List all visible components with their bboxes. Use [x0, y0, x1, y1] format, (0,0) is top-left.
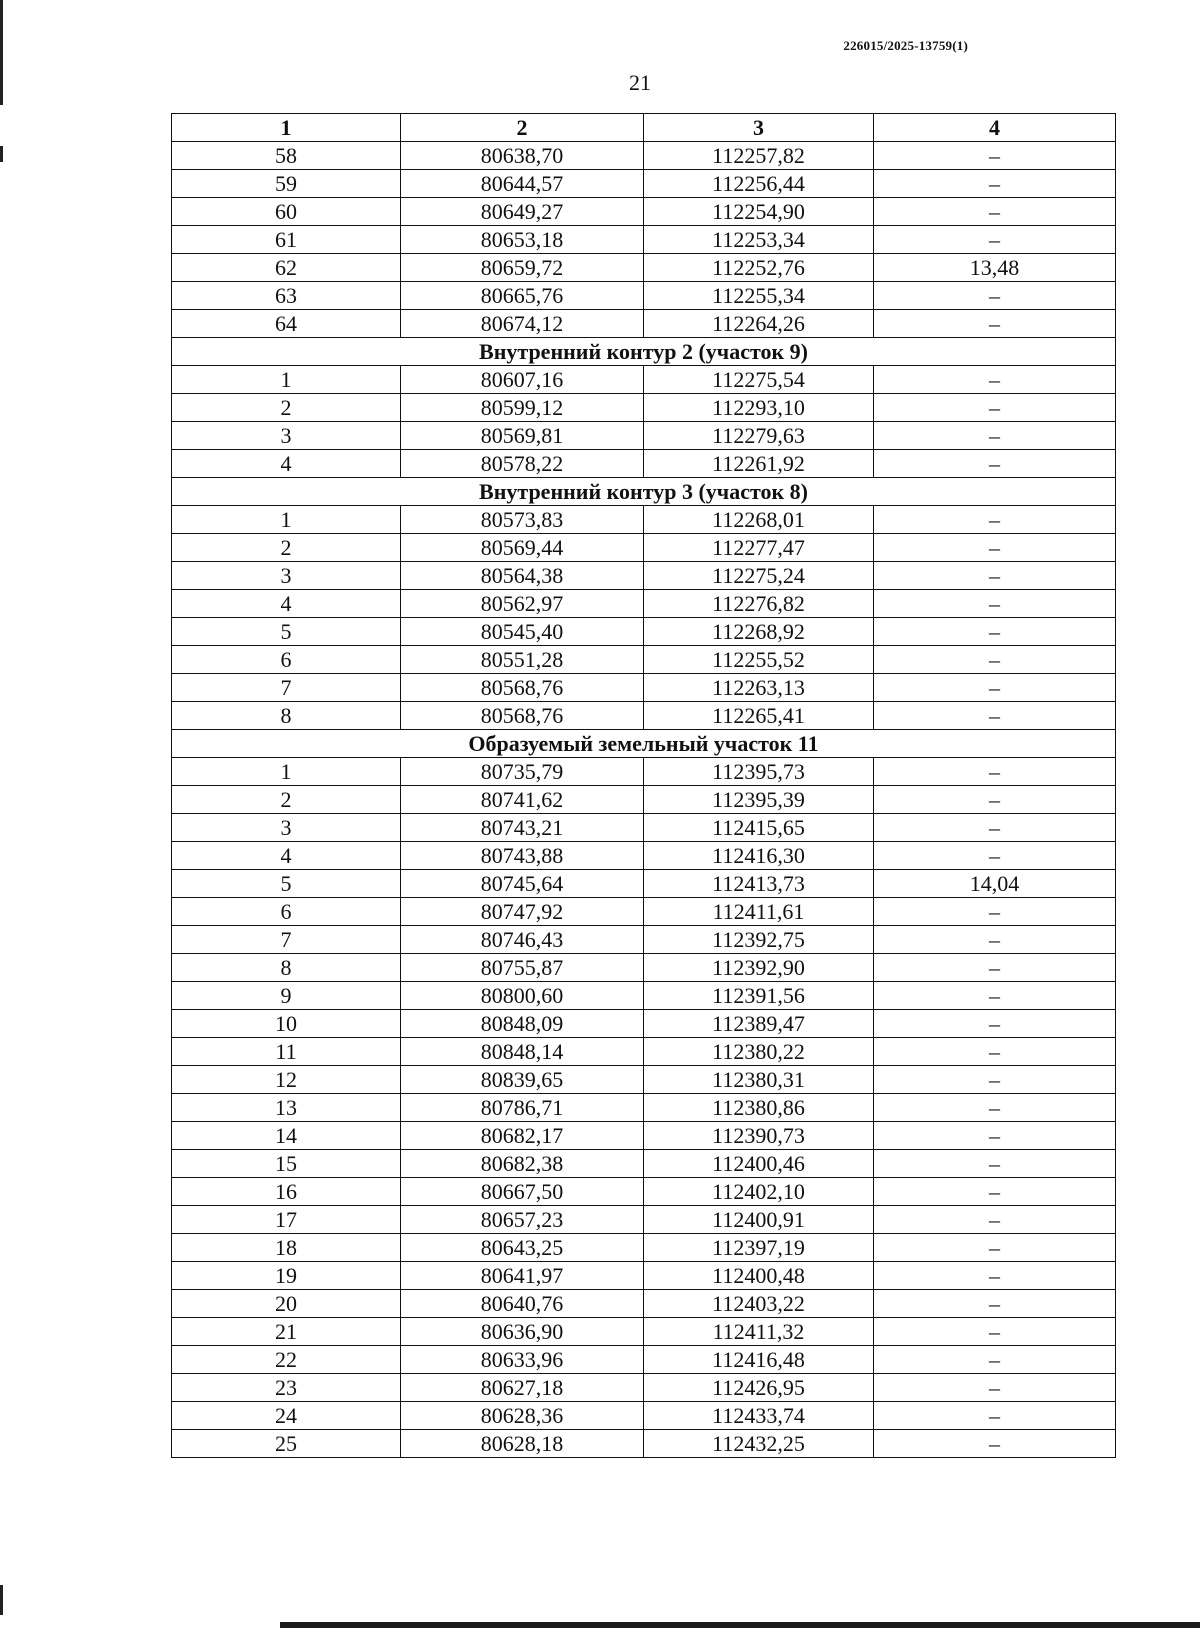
x-coordinate: 80628,18 [401, 1430, 644, 1458]
column-4-value: – [874, 310, 1116, 338]
scan-margin-tick [0, 1585, 3, 1615]
point-number: 17 [172, 1206, 401, 1234]
y-coordinate: 112395,73 [644, 758, 874, 786]
table-body [172, 142, 1116, 1458]
x-coordinate: 80569,81 [401, 422, 644, 450]
table-row [172, 226, 1116, 254]
y-coordinate: 112392,75 [644, 926, 874, 954]
x-coordinate: 80743,88 [401, 842, 644, 870]
x-coordinate: 80578,22 [401, 450, 644, 478]
point-number: 64 [172, 310, 401, 338]
point-number: 1 [172, 366, 401, 394]
column-4-value: – [874, 758, 1116, 786]
column-4-value: – [874, 618, 1116, 646]
table-row [172, 366, 1116, 394]
x-coordinate: 80665,76 [401, 282, 644, 310]
x-coordinate: 80573,83 [401, 506, 644, 534]
column-4-value: – [874, 422, 1116, 450]
y-coordinate: 112433,74 [644, 1402, 874, 1430]
point-number: 1 [172, 758, 401, 786]
column-4-value: 14,04 [874, 870, 1116, 898]
section-title: Образуемый земельный участок 11 [172, 730, 1116, 758]
point-number: 2 [172, 534, 401, 562]
point-number: 18 [172, 1234, 401, 1262]
y-coordinate: 112397,19 [644, 1234, 874, 1262]
x-coordinate: 80562,97 [401, 590, 644, 618]
y-coordinate: 112252,76 [644, 254, 874, 282]
column-4-value: – [874, 954, 1116, 982]
x-coordinate: 80569,44 [401, 534, 644, 562]
column-4-value: – [874, 702, 1116, 730]
y-coordinate: 112416,48 [644, 1346, 874, 1374]
table-row [172, 1150, 1116, 1178]
scan-bottom-edge [280, 1622, 1200, 1628]
x-coordinate: 80653,18 [401, 226, 644, 254]
y-coordinate: 112253,34 [644, 226, 874, 254]
x-coordinate: 80674,12 [401, 310, 644, 338]
x-coordinate: 80848,09 [401, 1010, 644, 1038]
x-coordinate: 80747,92 [401, 898, 644, 926]
column-4-value: – [874, 646, 1116, 674]
table-row [172, 1038, 1116, 1066]
column-4-value: – [874, 1318, 1116, 1346]
point-number: 7 [172, 674, 401, 702]
table-row [172, 1374, 1116, 1402]
table-row [172, 1346, 1116, 1374]
table-row [172, 758, 1116, 786]
x-coordinate: 80644,57 [401, 170, 644, 198]
y-coordinate: 112426,95 [644, 1374, 874, 1402]
section-title: Внутренний контур 2 (участок 9) [172, 338, 1116, 366]
point-number: 5 [172, 618, 401, 646]
column-4-value: – [874, 590, 1116, 618]
column-4-value: – [874, 198, 1116, 226]
scan-margin-tick [0, 146, 3, 162]
table-row [172, 170, 1116, 198]
column-4-value: – [874, 142, 1116, 170]
point-number: 6 [172, 898, 401, 926]
column-4-value: – [874, 450, 1116, 478]
x-coordinate: 80743,21 [401, 814, 644, 842]
point-number: 2 [172, 786, 401, 814]
table-row [172, 1178, 1116, 1206]
column-4-value: – [874, 786, 1116, 814]
point-number: 60 [172, 198, 401, 226]
y-coordinate: 112279,63 [644, 422, 874, 450]
point-number: 61 [172, 226, 401, 254]
x-coordinate: 80682,17 [401, 1122, 644, 1150]
y-coordinate: 112380,86 [644, 1094, 874, 1122]
column-4-value: – [874, 534, 1116, 562]
y-coordinate: 112275,54 [644, 366, 874, 394]
table-row [172, 1262, 1116, 1290]
column-4-value: – [874, 366, 1116, 394]
x-coordinate: 80633,96 [401, 1346, 644, 1374]
point-number: 3 [172, 814, 401, 842]
column-4-value: – [874, 898, 1116, 926]
point-number: 58 [172, 142, 401, 170]
x-coordinate: 80667,50 [401, 1178, 644, 1206]
column-4-value: – [874, 1262, 1116, 1290]
point-number: 21 [172, 1318, 401, 1346]
y-coordinate: 112400,48 [644, 1262, 874, 1290]
table-row [172, 422, 1116, 450]
y-coordinate: 112395,39 [644, 786, 874, 814]
column-4-value: – [874, 1178, 1116, 1206]
section-header-row [172, 338, 1116, 366]
column-4-value: – [874, 506, 1116, 534]
table-row [172, 814, 1116, 842]
section-title: Внутренний контур 3 (участок 8) [172, 478, 1116, 506]
y-coordinate: 112255,34 [644, 282, 874, 310]
table-row [172, 198, 1116, 226]
point-number: 13 [172, 1094, 401, 1122]
x-coordinate: 80607,16 [401, 366, 644, 394]
column-4-value: – [874, 1346, 1116, 1374]
table-row [172, 1402, 1116, 1430]
point-number: 14 [172, 1122, 401, 1150]
table-row [172, 1206, 1116, 1234]
y-coordinate: 112400,91 [644, 1206, 874, 1234]
y-coordinate: 112255,52 [644, 646, 874, 674]
x-coordinate: 80641,97 [401, 1262, 644, 1290]
y-coordinate: 112415,65 [644, 814, 874, 842]
point-number: 10 [172, 1010, 401, 1038]
point-number: 7 [172, 926, 401, 954]
x-coordinate: 80564,38 [401, 562, 644, 590]
y-coordinate: 112257,82 [644, 142, 874, 170]
header-cell-1: 1 [172, 114, 401, 142]
point-number: 24 [172, 1402, 401, 1430]
y-coordinate: 112256,44 [644, 170, 874, 198]
document-id: 226015/2025-13759(1) [843, 38, 968, 53]
point-number: 3 [172, 562, 401, 590]
point-number: 3 [172, 422, 401, 450]
column-4-value: – [874, 1206, 1116, 1234]
column-4-value: – [874, 562, 1116, 590]
x-coordinate: 80636,90 [401, 1318, 644, 1346]
x-coordinate: 80741,62 [401, 786, 644, 814]
column-4-value: – [874, 1150, 1116, 1178]
x-coordinate: 80545,40 [401, 618, 644, 646]
column-4-value: – [874, 1430, 1116, 1458]
y-coordinate: 112411,32 [644, 1318, 874, 1346]
y-coordinate: 112390,73 [644, 1122, 874, 1150]
y-coordinate: 112413,73 [644, 870, 874, 898]
column-4-value: – [874, 926, 1116, 954]
column-4-value: – [874, 170, 1116, 198]
table-row [172, 842, 1116, 870]
header-cell-4: 4 [874, 114, 1116, 142]
table-row [172, 254, 1116, 282]
y-coordinate: 112380,31 [644, 1066, 874, 1094]
table-row [172, 142, 1116, 170]
point-number: 4 [172, 590, 401, 618]
table-row [172, 590, 1116, 618]
table-row [172, 310, 1116, 338]
header-cell-3: 3 [644, 114, 874, 142]
column-4-value: – [874, 394, 1116, 422]
y-coordinate: 112411,61 [644, 898, 874, 926]
table-row [172, 1094, 1116, 1122]
y-coordinate: 112389,47 [644, 1010, 874, 1038]
table-row [172, 954, 1116, 982]
point-number: 22 [172, 1346, 401, 1374]
point-number: 8 [172, 702, 401, 730]
table-row [172, 282, 1116, 310]
table-row [172, 562, 1116, 590]
table-row [172, 870, 1116, 898]
x-coordinate: 80745,64 [401, 870, 644, 898]
column-4-value: – [874, 842, 1116, 870]
point-number: 2 [172, 394, 401, 422]
x-coordinate: 80643,25 [401, 1234, 644, 1262]
table-row [172, 1234, 1116, 1262]
x-coordinate: 80649,27 [401, 198, 644, 226]
x-coordinate: 80638,70 [401, 142, 644, 170]
point-number: 25 [172, 1430, 401, 1458]
table-row [172, 1010, 1116, 1038]
table-row [172, 534, 1116, 562]
x-coordinate: 80746,43 [401, 926, 644, 954]
y-coordinate: 112268,01 [644, 506, 874, 534]
y-coordinate: 112276,82 [644, 590, 874, 618]
table-row [172, 702, 1116, 730]
x-coordinate: 80848,14 [401, 1038, 644, 1066]
point-number: 8 [172, 954, 401, 982]
table-row [172, 898, 1116, 926]
y-coordinate: 112261,92 [644, 450, 874, 478]
table-row [172, 674, 1116, 702]
table-header-row [172, 114, 1116, 142]
column-4-value: – [874, 814, 1116, 842]
y-coordinate: 112277,47 [644, 534, 874, 562]
y-coordinate: 112380,22 [644, 1038, 874, 1066]
x-coordinate: 80659,72 [401, 254, 644, 282]
table-row [172, 1290, 1116, 1318]
y-coordinate: 112432,25 [644, 1430, 874, 1458]
table-row [172, 1318, 1116, 1346]
point-number: 5 [172, 870, 401, 898]
x-coordinate: 80568,76 [401, 702, 644, 730]
y-coordinate: 112293,10 [644, 394, 874, 422]
table-row [172, 618, 1116, 646]
x-coordinate: 80755,87 [401, 954, 644, 982]
x-coordinate: 80599,12 [401, 394, 644, 422]
x-coordinate: 80786,71 [401, 1094, 644, 1122]
point-number: 20 [172, 1290, 401, 1318]
x-coordinate: 80735,79 [401, 758, 644, 786]
x-coordinate: 80682,38 [401, 1150, 644, 1178]
column-4-value: – [874, 1402, 1116, 1430]
column-4-value: – [874, 1066, 1116, 1094]
column-4-value: – [874, 1290, 1116, 1318]
column-4-value: – [874, 1010, 1116, 1038]
y-coordinate: 112254,90 [644, 198, 874, 226]
table-row [172, 394, 1116, 422]
column-4-value: – [874, 1234, 1116, 1262]
x-coordinate: 80628,36 [401, 1402, 644, 1430]
table-row [172, 450, 1116, 478]
column-4-value: – [874, 226, 1116, 254]
y-coordinate: 112275,24 [644, 562, 874, 590]
point-number: 62 [172, 254, 401, 282]
point-number: 4 [172, 842, 401, 870]
table-row [172, 646, 1116, 674]
point-number: 9 [172, 982, 401, 1010]
column-4-value: – [874, 982, 1116, 1010]
column-4-value: – [874, 1094, 1116, 1122]
column-4-value: – [874, 1374, 1116, 1402]
y-coordinate: 112391,56 [644, 982, 874, 1010]
y-coordinate: 112263,13 [644, 674, 874, 702]
point-number: 59 [172, 170, 401, 198]
point-number: 23 [172, 1374, 401, 1402]
y-coordinate: 112403,22 [644, 1290, 874, 1318]
section-header-row [172, 730, 1116, 758]
y-coordinate: 112416,30 [644, 842, 874, 870]
column-4-value: 13,48 [874, 254, 1116, 282]
table-row [172, 506, 1116, 534]
x-coordinate: 80839,65 [401, 1066, 644, 1094]
column-4-value: – [874, 1038, 1116, 1066]
x-coordinate: 80551,28 [401, 646, 644, 674]
point-number: 16 [172, 1178, 401, 1206]
header-cell-2: 2 [401, 114, 644, 142]
column-4-value: – [874, 1122, 1116, 1150]
point-number: 4 [172, 450, 401, 478]
table-row [172, 982, 1116, 1010]
section-header-row [172, 478, 1116, 506]
point-number: 11 [172, 1038, 401, 1066]
table-row [172, 786, 1116, 814]
x-coordinate: 80657,23 [401, 1206, 644, 1234]
x-coordinate: 80640,76 [401, 1290, 644, 1318]
point-number: 63 [172, 282, 401, 310]
y-coordinate: 112400,46 [644, 1150, 874, 1178]
table-row [172, 1122, 1116, 1150]
table-row [172, 1066, 1116, 1094]
y-coordinate: 112268,92 [644, 618, 874, 646]
table-row [172, 926, 1116, 954]
page-number: 21 [629, 70, 651, 95]
y-coordinate: 112264,26 [644, 310, 874, 338]
y-coordinate: 112402,10 [644, 1178, 874, 1206]
point-number: 15 [172, 1150, 401, 1178]
column-4-value: – [874, 674, 1116, 702]
column-4-value: – [874, 282, 1116, 310]
x-coordinate: 80627,18 [401, 1374, 644, 1402]
point-number: 6 [172, 646, 401, 674]
y-coordinate: 112392,90 [644, 954, 874, 982]
y-coordinate: 112265,41 [644, 702, 874, 730]
point-number: 19 [172, 1262, 401, 1290]
point-number: 12 [172, 1066, 401, 1094]
coordinates-table [171, 113, 1116, 1458]
x-coordinate: 80800,60 [401, 982, 644, 1010]
x-coordinate: 80568,76 [401, 674, 644, 702]
point-number: 1 [172, 506, 401, 534]
table-row [172, 1430, 1116, 1458]
